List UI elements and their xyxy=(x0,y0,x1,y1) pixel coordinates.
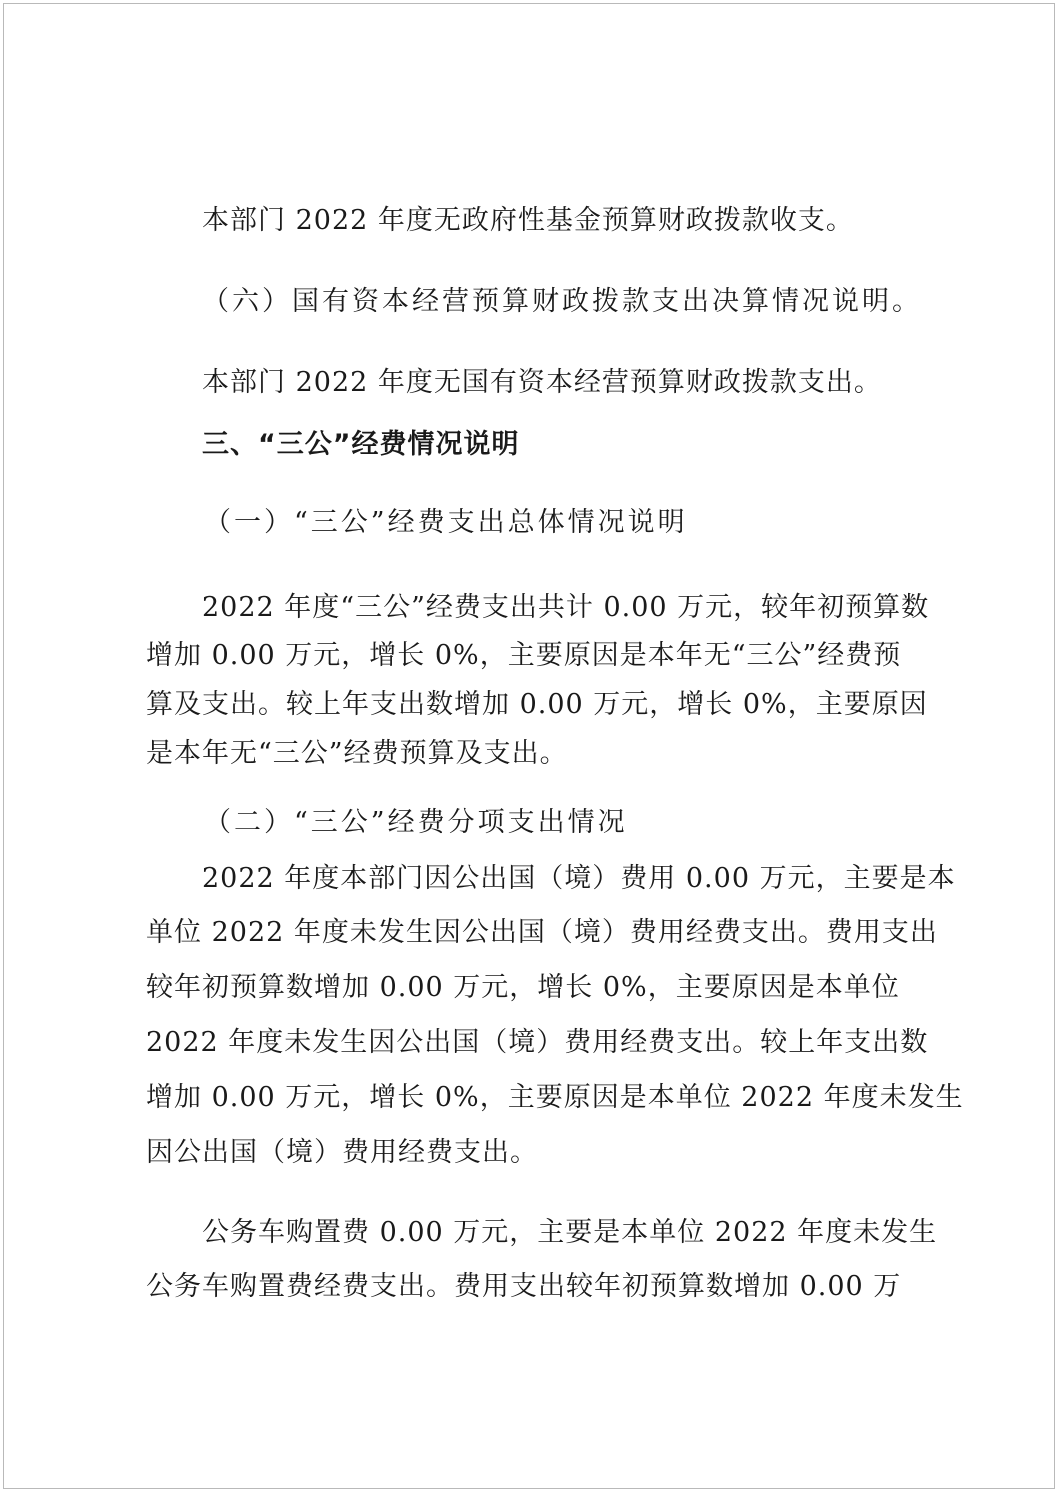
paragraph-line: 较年初预算数增加 0.00 万元，增长 0%，主要原因是本单位 xyxy=(146,972,900,1003)
subheading-line: （一）“三公”经费支出总体情况说明 xyxy=(204,507,688,538)
paragraph-line: 算及支出。较上年支出数增加 0.00 万元，增长 0%，主要原因 xyxy=(146,689,928,720)
document-page xyxy=(3,3,1055,1489)
paragraph-line: 单位 2022 年度未发生因公出国（境）费用经费支出。费用支出 xyxy=(146,917,938,948)
subheading-line: （二）“三公”经费分项支出情况 xyxy=(204,807,628,838)
paragraph-line: 2022 年度本部门因公出国（境）费用 0.00 万元，主要是本 xyxy=(202,863,956,894)
paragraph-line: 本部门 2022 年度无政府性基金预算财政拨款收支。 xyxy=(202,205,854,236)
paragraph-line: 2022 年度未发生因公出国（境）费用经费支出。较上年支出数 xyxy=(146,1027,929,1058)
section-heading: 三、“三公”经费情况说明 xyxy=(202,429,520,460)
paragraph-line: 增加 0.00 万元，增长 0%，主要原因是本年无“三公”经费预 xyxy=(146,640,902,671)
paragraph-line: 2022 年度“三公”经费支出共计 0.00 万元，较年初预算数 xyxy=(202,592,930,623)
paragraph-line: 是本年无“三公”经费预算及支出。 xyxy=(146,738,568,769)
paragraph-line: 公务车购置费经费支出。费用支出较年初预算数增加 0.00 万 xyxy=(146,1271,902,1302)
subheading-line: （六）国有资本经营预算财政拨款支出决算情况说明。 xyxy=(202,286,922,317)
paragraph-line: 本部门 2022 年度无国有资本经营预算财政拨款支出。 xyxy=(202,367,882,398)
paragraph-line: 公务车购置费 0.00 万元，主要是本单位 2022 年度未发生 xyxy=(202,1217,938,1248)
paragraph-line: 增加 0.00 万元，增长 0%，主要原因是本单位 2022 年度未发生 xyxy=(146,1082,964,1113)
paragraph-line: 因公出国（境）费用经费支出。 xyxy=(146,1137,538,1168)
